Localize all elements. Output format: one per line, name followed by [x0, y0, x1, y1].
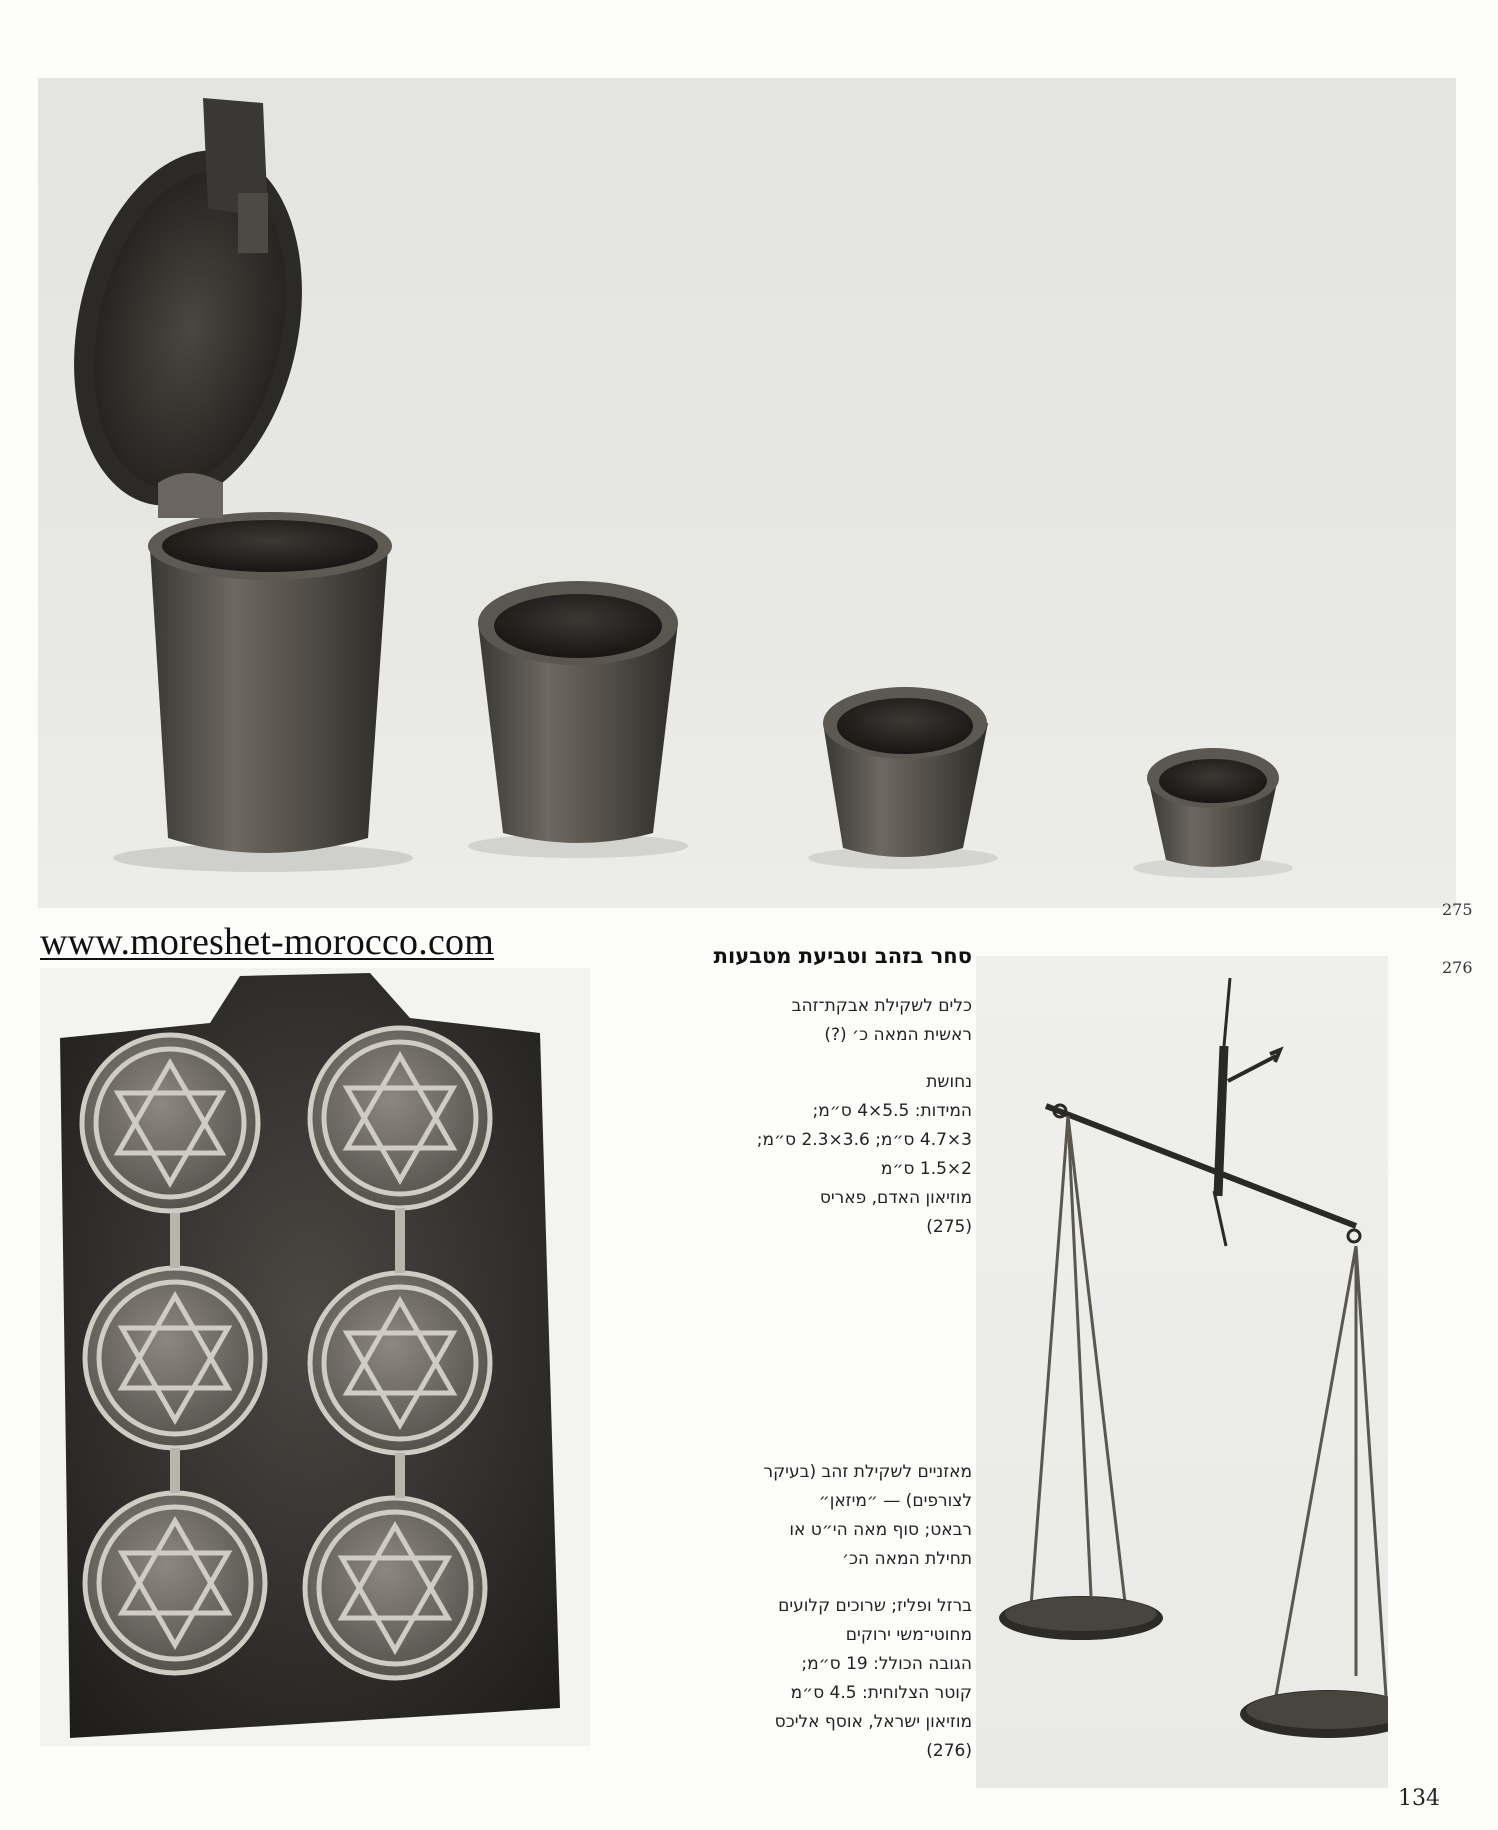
caption-275-title-line1: כלים לשקילת אבקת־זהב: [791, 996, 972, 1016]
small-weight-cup: [808, 687, 998, 869]
caption-275-collection: מוזיאון האדם, פאריס: [819, 1188, 972, 1208]
caption-276-diameter: קוטר הצלוחית: 4.5 ס״מ: [790, 1683, 972, 1703]
caption-275-dimensions-line3: 2×1.5 ס״מ: [880, 1159, 972, 1179]
figure-number-276: 276: [1442, 958, 1473, 977]
section-title: סחר בזהב וטביעת מטבעות: [713, 944, 972, 968]
caption-276-collection: מוזיאון ישראל, אוסף אליכס: [774, 1712, 972, 1732]
caption-276-reference: (276): [926, 1741, 972, 1761]
page-number: 134: [1398, 1786, 1440, 1811]
large-weight-cup-with-lid: [43, 98, 413, 872]
caption-275-reference: (275): [926, 1217, 972, 1237]
caption-276-place-line2: תחילת המאה הכ׳: [841, 1549, 972, 1569]
photo-weight-cups: [38, 78, 1456, 908]
caption-276-material-line2: מחוטי־משי ירוקים: [845, 1625, 972, 1645]
caption-figure-276: [610, 1458, 972, 1766]
caption-276-title-line1: מאזניים לשקילת זהב (בעיקר: [763, 1462, 972, 1482]
photo-balance-scale: [976, 956, 1388, 1788]
caption-276-height: הגובה הכולל: 19 ס״מ;: [801, 1654, 972, 1674]
website-watermark: www.moreshet-morocco.com: [40, 921, 494, 963]
smallest-weight-cup: [1133, 748, 1293, 878]
photo-coin-mould: [40, 968, 590, 1746]
scale-pan-right: [1240, 1690, 1388, 1738]
caption-275-dimensions-line1: המידות: 5.5×4 ס״מ;: [812, 1101, 972, 1121]
caption-275-title-line2: ראשית המאה כ׳ (?): [824, 1025, 972, 1045]
caption-275-material: נחושת: [926, 1072, 972, 1092]
scale-pan-left: [999, 1596, 1163, 1640]
caption-276-material-line1: ברזל ופליז; שרוכים קלועים: [778, 1596, 972, 1616]
caption-276-title-line2: לצורפים) — ״מיזאן״: [818, 1491, 972, 1511]
figure-number-275: 275: [1442, 900, 1473, 919]
caption-figure-275: [610, 992, 972, 1242]
caption-275-dimensions-line2: 3×4.7 ס״מ; 3.6×2.3 ס״מ;: [756, 1130, 972, 1150]
medium-weight-cup: [468, 581, 688, 858]
caption-276-place-line1: רבאט; סוף מאה הי״ט או: [789, 1520, 972, 1540]
